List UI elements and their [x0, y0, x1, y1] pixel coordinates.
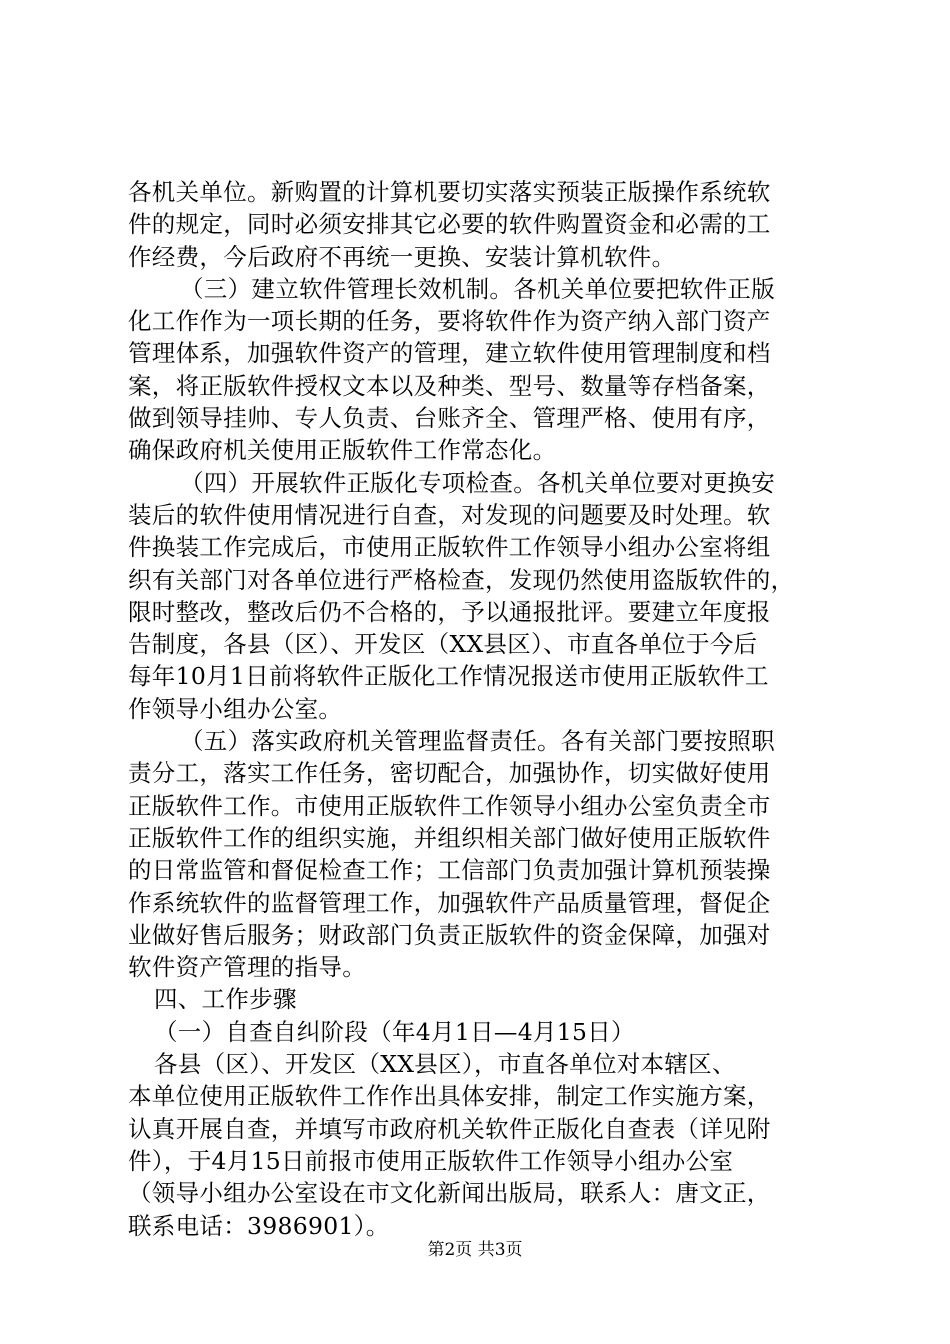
text-line: 各县（区）、开发区（XX县区），市直各单位对本辖区、: [154, 1050, 736, 1079]
page-footer: 第2页 共3页: [427, 1240, 523, 1260]
text-line: 作领导小组办公室。: [128, 694, 343, 723]
text-line: 限时整改，整改后仍不合格的，予以通报批评。要建立年度报: [128, 597, 771, 626]
text-line: 每年10月1日前将软件正版化工作情况报送市使用正版软件工: [128, 662, 769, 691]
text-line: 责分工，落实工作任务，密切配合，加强协作，切实做好使用: [128, 759, 771, 788]
text-line: 业做好售后服务；财政部门负责正版软件的资金保障，加强对: [128, 920, 771, 949]
text-line: 认真开展自查，并填写市政府机关软件正版化自查表（详见附: [128, 1114, 771, 1143]
text-line: 作系统软件的监督管理工作，加强软件产品质量管理，督促企: [128, 888, 771, 917]
text-line: 化工作作为一项长期的任务，要将软件作为资产纳入部门资产: [128, 307, 771, 336]
text-line: 各机关单位。新购置的计算机要切实落实预装正版操作系统软: [128, 178, 771, 206]
text-line: 联系电话：3986901）。: [128, 1211, 390, 1240]
document-body: [128, 176, 838, 1242]
text-line: 织有关部门对各单位进行严格检查，发现仍然使用盗版软件的，: [128, 565, 795, 594]
text-line: 件换装工作完成后，市使用正版软件工作领导小组办公室将组: [128, 533, 771, 562]
text-line: 四、工作步骤: [154, 985, 297, 1014]
text-line: 的日常监管和督促检查工作；工信部门负责加强计算机预装操: [128, 856, 771, 885]
text-line: 正版软件工作。市使用正版软件工作领导小组办公室负责全市: [128, 791, 771, 820]
text-line: 装后的软件使用情况进行自查，对发现的问题要及时处理。软: [128, 500, 771, 529]
text-line: 管理体系，加强软件资产的管理，建立软件使用管理制度和档: [128, 339, 771, 368]
text-line: 告制度，各县（区）、开发区（XX县区）、市直各单位于今后: [128, 630, 758, 659]
text-line: 软件资产管理的指导。: [128, 953, 366, 982]
text-line: （三）建立软件管理长效机制。各机关单位要把软件正版: [180, 274, 775, 303]
text-line: （五）落实政府机关管理监督责任。各有关部门要按照职: [180, 727, 775, 756]
text-line: 件的规定，同时必须安排其它必要的软件购置资金和必需的工: [128, 210, 771, 239]
text-line: 作经费，今后政府不再统一更换、安装计算机软件。: [128, 242, 676, 271]
text-line: 确保政府机关使用正版软件工作常态化。: [128, 436, 557, 465]
text-line: 案，将正版软件授权文本以及种类、型号、数量等存档备案，: [128, 371, 771, 400]
text-line: （四）开展软件正版化专项检查。各机关单位要对更换安: [180, 468, 775, 497]
text-line: 正版软件工作的组织实施，并组织相关部门做好使用正版软件: [128, 823, 771, 852]
text-line: 件），于4月15日前报市使用正版软件工作领导小组办公室: [128, 1146, 734, 1175]
text-line: （一）自查自纠阶段（年4月1日—4月15日）: [154, 1017, 635, 1046]
text-line: 本单位使用正版软件工作作出具体安排，制定工作实施方案，: [128, 1082, 771, 1111]
text-line: 做到领导挂帅、专人负责、台账齐全、管理严格、使用有序，: [128, 404, 771, 433]
text-line: （领导小组办公室设在市文化新闻出版局，联系人：唐文正，: [128, 1179, 771, 1208]
